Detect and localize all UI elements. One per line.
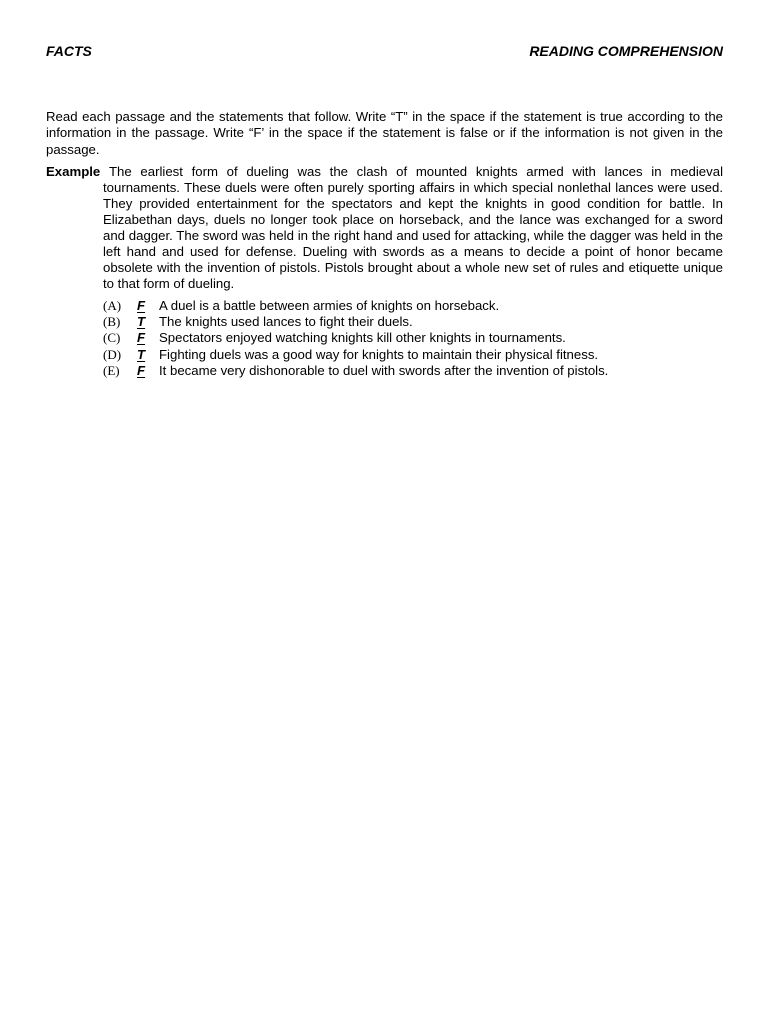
statement-item bbox=[103, 314, 723, 330]
page-header bbox=[46, 43, 723, 63]
statement-answer: T bbox=[137, 314, 146, 330]
statement-item bbox=[103, 363, 723, 379]
statement-letter: (E) bbox=[103, 362, 120, 378]
statement-item bbox=[103, 298, 723, 314]
statement-answer: T bbox=[137, 346, 146, 362]
statement-letter: (D) bbox=[103, 346, 122, 362]
statement-text: A duel is a battle between armies of knights on horseback. bbox=[159, 298, 500, 313]
statement-answer: F bbox=[137, 330, 146, 346]
statement-text: The knights used lances to fight their duels. bbox=[159, 314, 413, 330]
statement-letter: (C) bbox=[103, 330, 121, 346]
instructions-paragraph: Read each passage and the statements that follow. Write “T” in the space if the statement is true according to the information in the passage. Write “F’ in the space if the statement is false or if the information is not given in the passage. bbox=[46, 109, 723, 157]
statement-letter: (A) bbox=[103, 298, 122, 313]
example-label: Example bbox=[46, 164, 101, 179]
statement-letter: (B) bbox=[103, 314, 121, 330]
statement-item bbox=[103, 347, 723, 363]
example-block bbox=[46, 164, 723, 292]
statement-item bbox=[103, 330, 723, 346]
section-title: FACTS bbox=[46, 43, 92, 59]
statement-text: Fighting duels was a good way for knights to maintain their physical fitness. bbox=[159, 346, 599, 362]
chapter-title: READING COMPREHENSION bbox=[529, 43, 723, 59]
statement-answer: F bbox=[137, 298, 146, 313]
statement-text: It became very dishonorable to duel with swords after the invention of pistols. bbox=[159, 362, 609, 378]
example-passage: The earliest form of dueling was the clash of mounted knights armed with lances in medieval tournaments. These duels were often purely sporting affairs in which special nonlethal lances were used. They provided entertainment for the spectators and kept the knights in good condition for battle. In Elizabethan days, duels no longer took place on horseback, and the lance was exchanged for a sword and dagger. The sword was held in the right hand and used for attacking, while the dagger was held in the left hand and used for defense. Dueling with swords as a means to decide a point of honor became obsolete with the invention of pistols. Pistols brought about a whole new set of rules and etiquette unique to that form of dueling. bbox=[103, 164, 723, 291]
statement-text: Spectators enjoyed watching knights kill other knights in tournaments. bbox=[159, 330, 566, 346]
statement-list bbox=[103, 298, 723, 379]
statement-answer: F bbox=[137, 362, 146, 378]
